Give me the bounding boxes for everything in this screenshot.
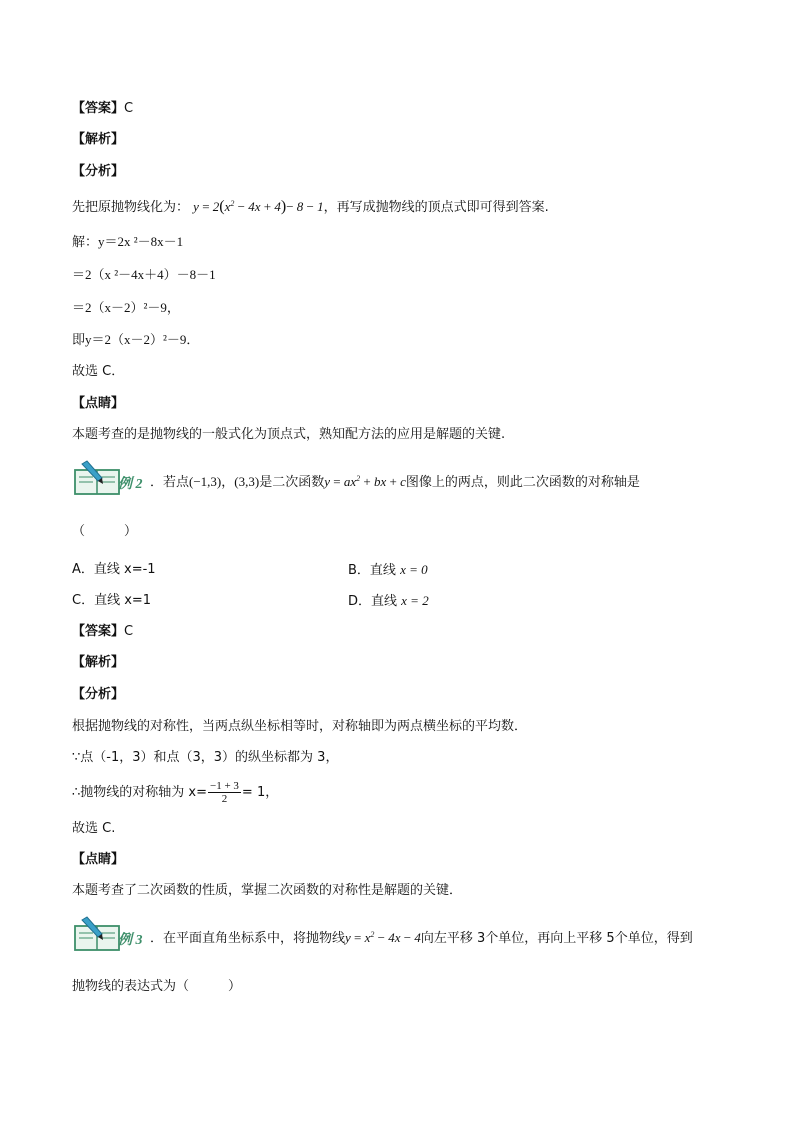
point-1: (−1,3)	[189, 474, 222, 489]
answer-tag-2: 【答案】	[72, 624, 125, 639]
choose-line-1: 故选 C．	[72, 364, 125, 379]
point-2: (3,3)	[234, 474, 260, 489]
analysis-line-2: 根据抛物线的对称性，当两点纵坐标相等时，对称轴即为两点横坐标的平均数．	[72, 719, 528, 734]
fraction-denominator: 2	[221, 793, 228, 805]
therefore-pre: ∴抛物线的对称轴为 x=	[72, 785, 207, 800]
dianjing-heading-2: 【点睛】	[72, 852, 125, 867]
option-d	[348, 592, 429, 611]
option-b	[348, 561, 428, 580]
example-3-label: 例 3	[118, 933, 143, 948]
stem-a: ．若点	[150, 475, 190, 490]
blank-paren-2: （ ）	[72, 524, 138, 539]
because-line-2: ∵点（-1，3）和点（3，3）的纵坐标都为 3，	[72, 750, 339, 765]
parabola-formula-3: $y = x^2 - 4x - 4$	[345, 930, 421, 945]
analysis-tail: ，再写成抛物线的顶点式即可得到答案.	[323, 200, 549, 215]
stem-c: 图像上的两点，则此二次函数的对称轴是	[405, 475, 640, 490]
therefore-post: = 1，	[241, 785, 279, 800]
option-b-label: B．直线	[348, 563, 396, 578]
option-d-math: x = 2	[401, 593, 429, 608]
comment-line-2: 本题考查了二次函数的性质，掌握二次函数的对称性是解题的关键．	[72, 883, 463, 898]
stem-a-3: ．在平面直角坐标系中，将抛物线	[150, 931, 346, 946]
solution-line-3: ＝2（x－2）²－9，	[72, 300, 180, 315]
solution-line-1: 解：y＝2x ²－8x－1	[72, 234, 184, 249]
comment-line-1: 本题考查的是抛物线的一般式化为顶点式，熟知配方法的应用是解题的关键.	[72, 427, 506, 442]
example-3-stem	[150, 929, 693, 948]
jiexi-heading-2: 【解析】	[72, 655, 125, 670]
example-2-label: 例 2	[118, 477, 143, 492]
option-c: C．直线 x=1	[72, 593, 152, 608]
option-a: A．直线 x=-1	[72, 562, 156, 577]
stem-b-3: 向左平移 3个单位，再向上平移 5个单位，得到	[420, 931, 693, 946]
answer-tag: 【答案】	[72, 101, 125, 116]
analysis-line-1	[72, 198, 549, 217]
solution-line-4: 即y＝2（x－2）²－9．	[72, 332, 200, 347]
jiexi-heading-1: 【解析】	[72, 132, 125, 147]
quadratic-formula: $y = ax^2$ + bx + c	[324, 474, 406, 489]
solution-line-2: ＝2（x ²－4x＋4）－8－1	[72, 267, 216, 282]
stem-b: 是二次函数	[259, 475, 325, 490]
mean-fraction	[208, 780, 241, 805]
answer-value: C	[124, 101, 134, 116]
answer-line-2	[72, 623, 133, 641]
answer-value-2: C	[124, 624, 134, 639]
fenxi-heading-1: 【分析】	[72, 164, 125, 179]
therefore-line-2	[72, 780, 278, 805]
fraction-numerator: −1 + 3	[210, 780, 239, 792]
dianjing-heading-1: 【点睛】	[72, 396, 125, 411]
stem-c-3: 抛物线的表达式为（ ）	[72, 979, 242, 994]
fenxi-heading-2: 【分析】	[72, 687, 125, 702]
option-b-math: x = 0	[400, 562, 428, 577]
stem-sep: ，	[221, 475, 235, 490]
answer-line-1	[72, 100, 133, 118]
analysis-formula: $y = 2(x^2 - 4x + 4)- 8 - 1$	[193, 198, 324, 215]
option-d-label: D．直线	[348, 594, 398, 609]
analysis-lead: 先把原抛物线化为：	[72, 200, 190, 215]
example-2-stem	[150, 473, 640, 492]
choose-line-2: 故选 C.	[72, 821, 116, 836]
